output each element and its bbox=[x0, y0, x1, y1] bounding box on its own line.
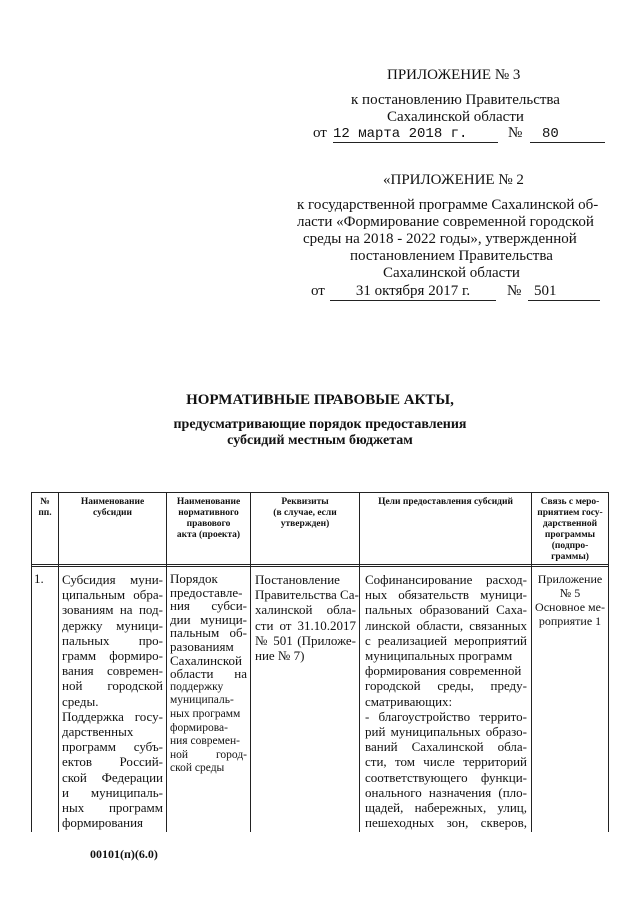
appendix3-date: 12 марта 2018 г. bbox=[333, 126, 498, 143]
appendix2-line-2: среды на 2018 - 2022 годы», утвержденной bbox=[303, 231, 577, 247]
table-col-line-4 bbox=[359, 492, 360, 832]
cell-goals: Софинансирование расход- ных обязательств муници- пальных образований Саха- линской области, связанных с реализацией мероприятий муниципальных программ формирования современной городской среды, преду- сматривающих: - благоустройство террито- рий муниципальных образо- ваний Сахалинской обла- сти, том числе территорий соответствующего функци- онального назначения (пло- щадей, набережных, улиц, пешеходных зон, скверов, bbox=[365, 572, 527, 831]
appendix2-title: «ПРИЛОЖЕНИЕ № 2 bbox=[383, 172, 524, 188]
table-col-line-6 bbox=[608, 492, 609, 832]
cell-program-link: Приложение № 5 Основное ме- роприятие 1 bbox=[535, 572, 605, 628]
table-header-divider bbox=[31, 564, 609, 565]
appendix2-line-3: постановлением Правительства bbox=[350, 248, 553, 264]
header-number: № пп. bbox=[38, 497, 52, 518]
table-border-top bbox=[31, 492, 609, 493]
appendix2-from-label: от bbox=[311, 283, 325, 299]
header-program-link: Связь с меро- приятием госу- дарственной программы (подпро- граммы) bbox=[537, 497, 603, 562]
appendix2-number-label: № bbox=[507, 283, 522, 299]
document-title: НОРМАТИВНЫЕ ПРАВОВЫЕ АКТЫ, bbox=[186, 392, 454, 408]
header-goals: Цели предоставления субсидий bbox=[378, 497, 513, 507]
cell-act-name: Порядок предоставле- ния субси- дии муници- пальным об- разованиям Сахалинской области на поддержку муниципаль- ных программ формирова- ния современ- ной город- ской среды bbox=[170, 571, 247, 775]
header-subsidy-name: Наименование субсидии bbox=[80, 497, 145, 518]
subsidy-acts-table bbox=[31, 492, 609, 832]
header-requisites: Реквизиты (в случае, если утвержден) bbox=[273, 497, 337, 529]
cell-subsidy-name: Субсидия муни- ципальным обра- зованиям на под- держку муници- пальных про- грамм формиро- вания современ- ной городской среды. Поддержка госу- дарственных программ субъ- ектов Россий- ской Федерации и муниципаль- ных программ формирования bbox=[62, 572, 163, 831]
appendix3-from-label: от bbox=[313, 125, 327, 141]
appendix3-line2: Сахалинской области bbox=[387, 109, 524, 125]
document-subtitle-line1: предусматривающие порядок предоставления bbox=[173, 417, 467, 432]
appendix2-line-1: ласти «Формирование современной городской bbox=[297, 214, 594, 230]
appendix2-line-4: Сахалинской области bbox=[383, 265, 520, 281]
appendix3-number: 80 bbox=[530, 126, 605, 143]
document-subtitle-line2: субсидий местным бюджетам bbox=[227, 433, 413, 448]
appendix2-date: 31 октября 2017 г. bbox=[330, 283, 496, 301]
row-number: 1. bbox=[34, 571, 44, 586]
appendix3-title: ПРИЛОЖЕНИЕ № 3 bbox=[387, 67, 521, 83]
table-col-line-3 bbox=[250, 492, 251, 832]
table-col-line-2 bbox=[166, 492, 167, 832]
cell-requisites: Постановление Правительства Са- халинской обла- сти от 31.10.2017 № 501 (Приложе- ние № 7) bbox=[255, 572, 359, 664]
table-col-line-0 bbox=[31, 492, 32, 832]
table-header-divider-2 bbox=[31, 566, 609, 567]
table-col-line-1 bbox=[58, 492, 59, 832]
appendix2-line-0: к государственной программе Сахалинской об- bbox=[297, 197, 599, 213]
appendix3-number-label: № bbox=[508, 125, 523, 141]
appendix3-line1: к постановлению Правительства bbox=[351, 92, 560, 108]
header-act-name: Наименование нормативного правового акта (проекта) bbox=[176, 497, 241, 540]
footer-document-code: 00101(п)(6.0) bbox=[90, 847, 158, 861]
appendix2-number: 501 bbox=[528, 283, 600, 301]
